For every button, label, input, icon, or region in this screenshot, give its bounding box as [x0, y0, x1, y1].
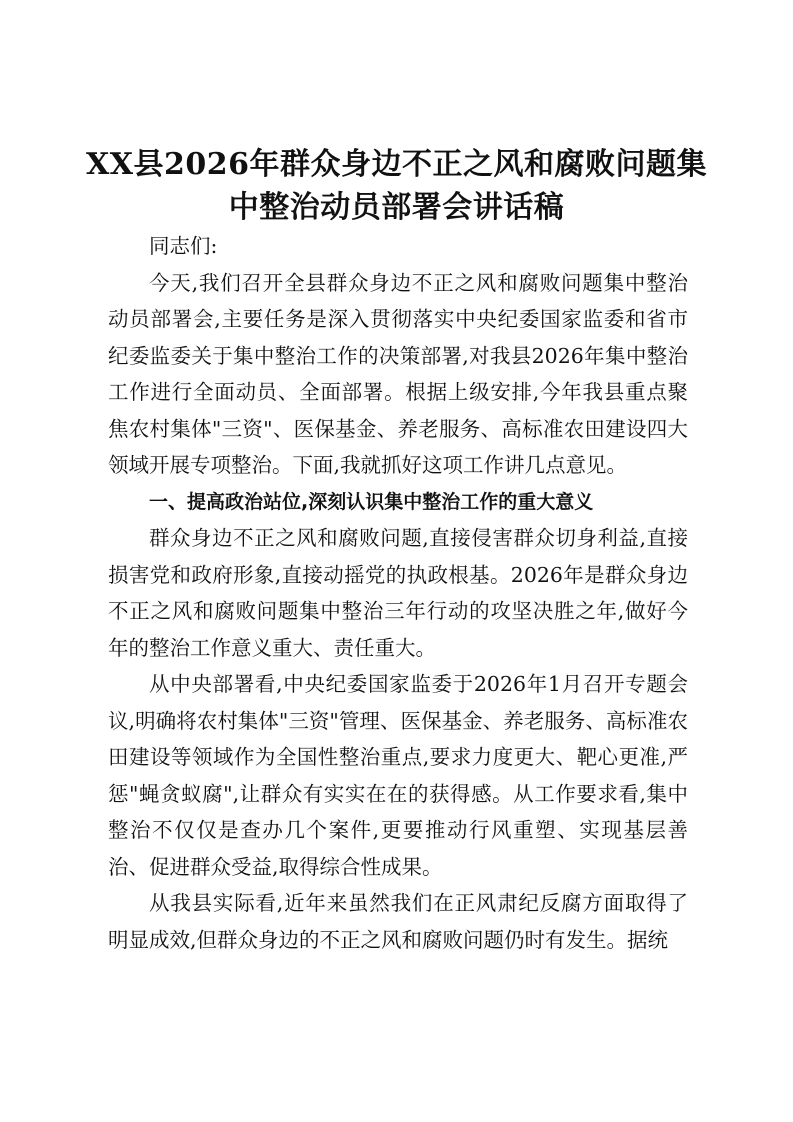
paragraph-county-situation: 从我县实际看,近年来虽然我们在正风肃纪反腐方面取得了明显成效,但群众身边的不正之风和腐败问题仍时有发生。据统 [108, 891, 688, 952]
paragraph-central-deployment: 从中央部署看,中央纪委国家监委于2026年1月召开专题会议,明确将农村集体"三资"管理、医保基金、养老服务、高标准农田建设等领域作为全国性整治重点,要求力度更大、靶心更准,严惩"蝇贪蚁腐",让群众有实实在在的获得感。从工作要求看,集中整治不仅仅是查办几个案件,更要推动行风重塑、实现基层善治、促进群众受益,取得综合性成果。 [108, 672, 688, 879]
paragraph-significance: 群众身边不正之风和腐败问题,直接侵害群众切身利益,直接损害党和政府形象,直接动摇党的执政根基。2026年是群众身边不正之风和腐败问题集中整治三年行动的攻坚决胜之年,做好今年的整治工作意义重大、责任重大。 [108, 526, 688, 660]
salutation: 同志们: [149, 234, 218, 258]
document-title: XX县2026年群众身边不正之风和腐败问题集中整治动员部署会讲话稿 [85, 147, 708, 225]
paragraph-intro: 今天,我们召开全县群众身边不正之风和腐败问题集中整治动员部署会,主要任务是深入贯彻落实中央纪委国家监委和省市纪委监委关于集中整治工作的决策部署,对我县2026年集中整治工作进行全面动员、全面部署。根据上级安排,今年我县重点聚焦农村集体"三资"、医保基金、养老服务、高标准农田建设四大领域开展专项整治。下面,我就抓好这项工作讲几点意见。 [108, 270, 688, 477]
section-heading-1: 一、提高政治站位,深刻认识集中整治工作的重大意义 [149, 490, 594, 513]
document-body [108, 228, 688, 958]
